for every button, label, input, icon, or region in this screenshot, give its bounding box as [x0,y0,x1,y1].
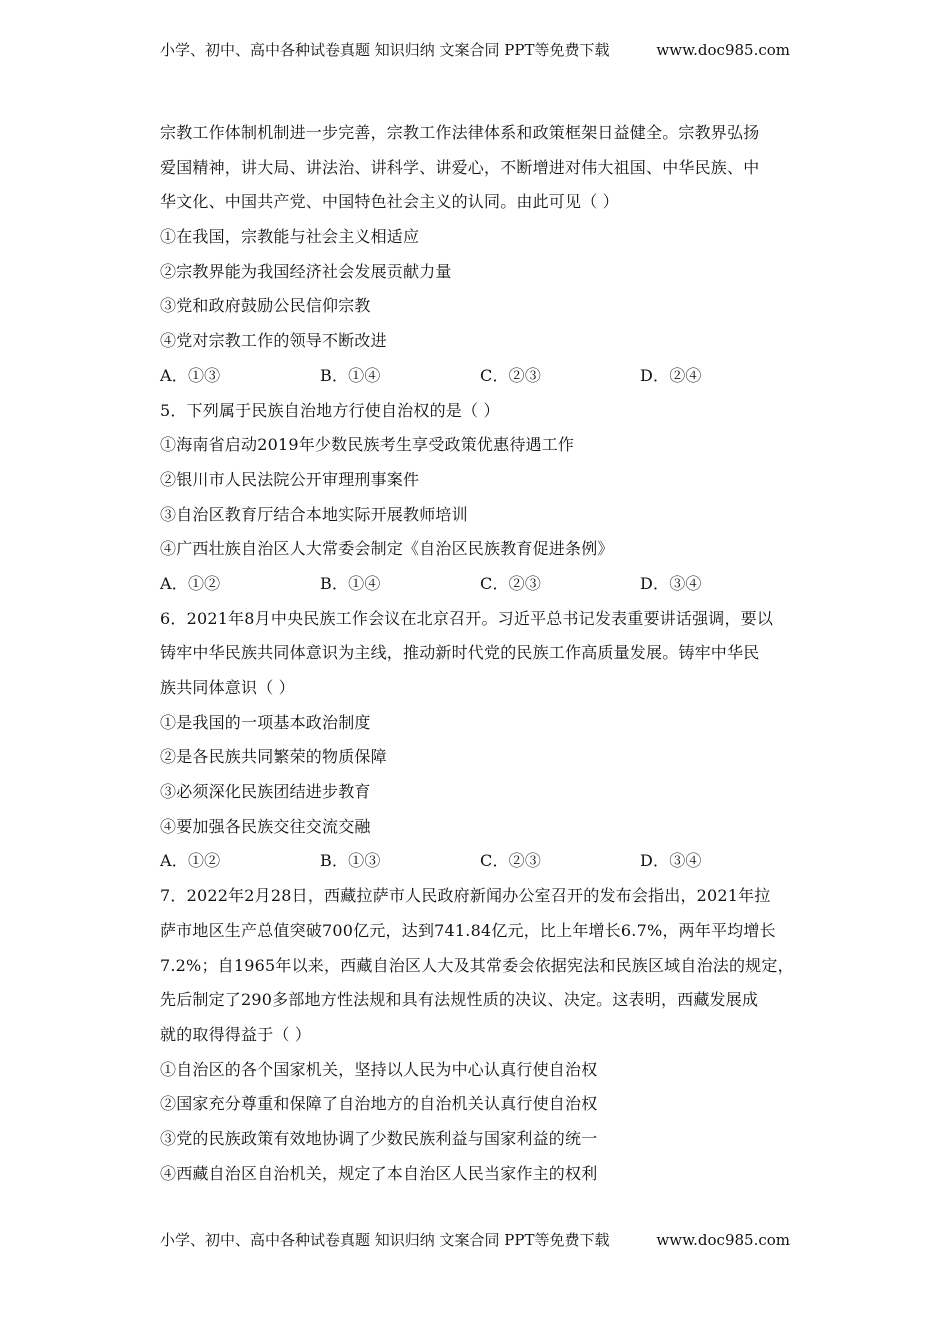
statement-option: ②银川市人民法院公开审理刑事案件 [160,469,420,489]
choice-d: D．③④ [640,573,702,593]
question-stem-line: 先后制定了290多部地方性法规和具有法规性质的决议、决定。这表明，西藏发展成 [160,990,759,1010]
statement-option: ③必须深化民族团结进步教育 [160,782,371,802]
question-6 [160,602,800,880]
statement-option: ③党和政府鼓励公民信仰宗教 [160,296,371,316]
header-site-link[interactable]: www.doc985.com [656,41,790,59]
statement-option: ④党对宗教工作的领导不断改进 [160,331,387,351]
header-text: 小学、初中、高中各种试卷真题 知识归纳 文案合同 PPT等免费下载 [160,41,610,59]
answer-choices [160,567,800,602]
statement-option: ①自治区的各个国家机关，坚持以人民为中心认真行使自治权 [160,1059,598,1079]
page-footer [160,1230,790,1250]
choice-a: A．①② [160,573,221,593]
statement-option: ②国家充分尊重和保障了自治地方的自治机关认真行使自治权 [160,1094,598,1114]
question-stem-line: 爱国精神，讲大局、讲法治、讲科学、讲爱心，不断增进对伟大祖国、中华民族、中 [160,157,760,177]
statement-option: ③党的民族政策有效地协调了少数民族利益与国家利益的统一 [160,1128,598,1148]
question-stem-line: 7．2022年2月28日，西藏拉萨市人民政府新闻办公室召开的发布会指出，2021年拉 [160,886,771,906]
question-5 [160,394,800,602]
choice-c: C．②③ [480,365,542,385]
statement-option: ②是各民族共同繁荣的物质保障 [160,747,387,767]
statement-option: ①海南省启动2019年少数民族考生享受政策优惠待遇工作 [160,435,575,455]
question-stem-line: 7.2%；自1965年以来，西藏自治区人大及其常委会依据宪法和民族区域自治法的规定， [160,955,794,975]
exam-content [160,116,800,1191]
choice-b: B．①④ [320,573,381,593]
question-4 [160,116,800,394]
question-stem-line: 铸牢中华民族共同体意识为主线，推动新时代党的民族工作高质量发展。铸牢中华民 [160,643,760,663]
statement-option: ②宗教界能为我国经济社会发展贡献力量 [160,261,452,281]
statement-option: ④广西壮族自治区人大常委会制定《自治区民族教育促进条例》 [160,539,614,559]
statement-option: ④要加强各民族交往交流交融 [160,816,371,836]
answer-choices [160,844,800,879]
answer-choices [160,359,800,394]
question-stem-line: 萨市地区生产总值突破700亿元，达到741.84亿元，比上年增长6.7%，两年平均增长 [160,920,776,940]
question-stem-line: 族共同体意识（ ） [160,678,295,697]
question-stem-line: 宗教工作体制机制进一步完善，宗教工作法律体系和政策框架日益健全。宗教界弘扬 [160,123,760,142]
statement-option: ④西藏自治区自治机关，规定了本自治区人民当家作主的权利 [160,1163,598,1183]
statement-option: ③自治区教育厅结合本地实际开展教师培训 [160,504,468,524]
choice-c: C．②③ [480,851,542,871]
question-stem-line: 5．下列属于民族自治地方行使自治权的是（ ） [160,400,500,420]
question-stem-line: 6．2021年8月中央民族工作会议在北京召开。习近平总书记发表重要讲话强调，要以 [160,608,774,628]
footer-site-link[interactable]: www.doc985.com [656,1231,790,1249]
choice-a: A．①③ [160,365,221,385]
statement-option: ①是我国的一项基本政治制度 [160,712,371,732]
choice-a: A．①② [160,851,221,871]
statement-option: ①在我国，宗教能与社会主义相适应 [160,227,420,247]
choice-d: D．③④ [640,851,702,871]
choice-d: D．②④ [640,365,702,385]
footer-text: 小学、初中、高中各种试卷真题 知识归纳 文案合同 PPT等免费下载 [160,1231,610,1249]
choice-b: B．①③ [320,851,381,871]
choice-b: B．①④ [320,365,381,385]
page-header [160,40,790,60]
choice-c: C．②③ [480,573,542,593]
question-stem-line: 就的取得得益于（ ） [160,1024,312,1044]
question-stem-line: 华文化、中国共产党、中国特色社会主义的认同。由此可见（ ） [160,192,619,212]
question-7 [160,879,800,1191]
